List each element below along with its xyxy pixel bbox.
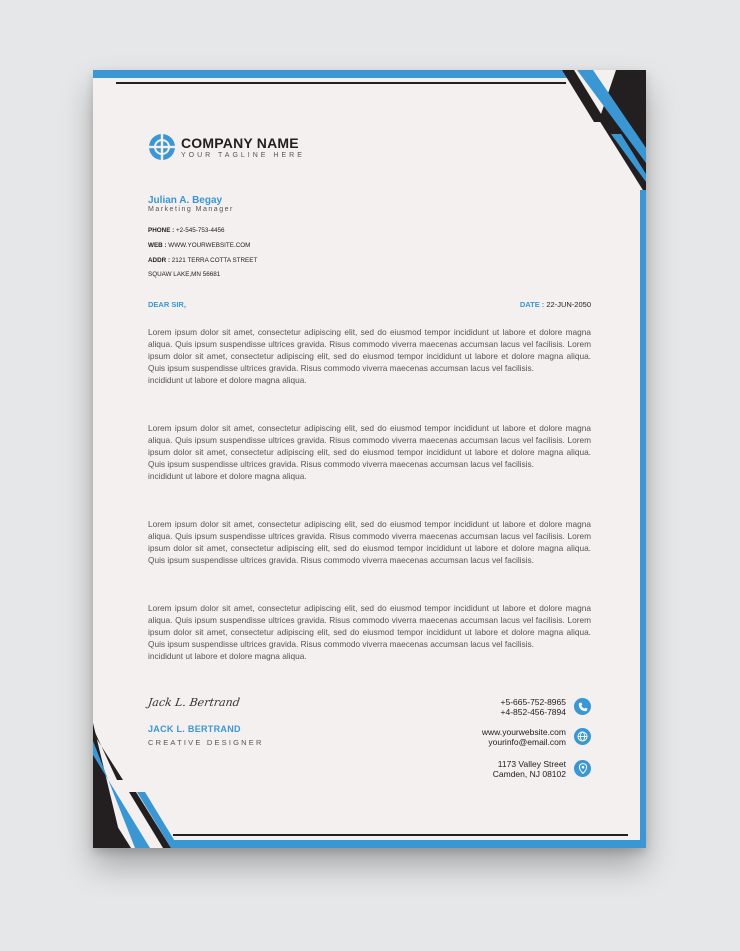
body-paragraph: Lorem ipsum dolor sit amet, consectetur adipiscing elit, sed do eiusmod tempor incididunt ut labore et dolore magna aliqua. Quis ipsum suspendisse ultrices gravida. Risus commodo viverra maecenas accumsan lacus vel facilisis. Lorem ipsum dolor sit amet, consectetur adipiscing elit, sed do eiusmod tempor incididunt ut labore et dolore magna aliqua. Quis ipsum suspendisse ultrices gravida. Risus commodo viverra maecenas accumsan lacus vel facilisis. incididunt ut labore et dolore magna aliqua. <box>148 603 591 661</box>
date-label: DATE : <box>519 300 545 309</box>
company-name: COMPANY NAME <box>181 135 299 151</box>
footer-phone-1: +5-665-752-8965 <box>500 697 566 707</box>
phone-label: PHONE : <box>148 227 175 234</box>
company-tagline: YOUR TAGLINE HERE <box>181 152 305 159</box>
sender-title: Marketing Manager <box>148 206 234 213</box>
signer-name: JACK L. BERTRAND <box>148 724 241 734</box>
company-logo-text <box>181 135 305 159</box>
greeting: DEAR SIR, <box>148 300 186 309</box>
footer-email: yourinfo@email.com <box>488 737 566 747</box>
footer-phones <box>501 697 566 717</box>
phone-icon <box>574 698 591 715</box>
bottom-decoration <box>93 718 646 848</box>
body-paragraph: Lorem ipsum dolor sit amet, consectetur adipiscing elit, sed do eiusmod tempor incididunt ut labore et dolore magna aliqua. Quis ipsum suspendisse ultrices gravida. Risus commodo viverra maecenas accumsan lacus vel facilisis. Lorem ipsum dolor sit amet, consectetur adipiscing elit, sed do eiusmod tempor incididunt ut labore et dolore magna aliqua. Quis ipsum suspendisse ultrices gravida. Risus commodo viverra maecenas accumsan lacus vel facilisis. <box>148 519 591 565</box>
date-line <box>520 300 591 309</box>
letterhead-page <box>93 70 646 848</box>
sender-phone-line <box>148 227 225 234</box>
addr-label: ADDR : <box>148 257 171 264</box>
sender-addr-line1: 2121 TERRA COTTA STREET <box>171 257 258 264</box>
footer-website: www.yourwebsite.com <box>481 727 566 737</box>
body-paragraph: Lorem ipsum dolor sit amet, consectetur adipiscing elit, sed do eiusmod tempor incididunt ut labore et dolore magna aliqua. Quis ipsum suspendisse ultrices gravida. Risus commodo viverra maecenas accumsan lacus vel facilisis. Lorem ipsum dolor sit amet, consectetur adipiscing elit, sed do eiusmod tempor incididunt ut labore et dolore magna aliqua. Quis ipsum suspendisse ultrices gravida. Risus commodo viverra maecenas accumsan lacus vel facilisis. incididunt ut labore et dolore magna aliqua. <box>148 327 591 385</box>
body-paragraph: Lorem ipsum dolor sit amet, consectetur adipiscing elit, sed do eiusmod tempor incididunt ut labore et dolore magna aliqua. Quis ipsum suspendisse ultrices gravida. Risus commodo viverra maecenas accumsan lacus vel facilisis. Lorem ipsum dolor sit amet, consectetur adipiscing elit, sed do eiusmod tempor incididunt ut labore et dolore magna aliqua. Quis ipsum suspendisse ultrices gravida. Risus commodo viverra maecenas accumsan lacus vel facilisis. incididunt ut labore et dolore magna aliqua. <box>148 423 591 481</box>
sender-addr-line <box>148 257 257 264</box>
sender-web-line <box>148 242 250 249</box>
footer-phone-2: +4-852-456-7894 <box>500 707 566 717</box>
footer-address-2: Camden, NJ 08102 <box>492 769 566 779</box>
signer-title: CREATIVE DESIGNER <box>148 738 264 747</box>
letter-date: 22-JUN-2050 <box>546 300 591 309</box>
sender-name: Julian A. Begay <box>148 195 223 206</box>
footer-address-1: 1173 Valley Street <box>497 759 566 769</box>
handwritten-signature: Jack L. Bertrand <box>147 696 241 709</box>
sender-addr-line2: SQUAW LAKE,MN 56681 <box>148 271 221 278</box>
sender-phone: +2-545-753-4456 <box>176 227 225 234</box>
web-label: WEB : <box>148 242 167 249</box>
crosshair-globe-icon <box>148 133 176 161</box>
sender-web: WWW.YOURWEBSITE.COM <box>168 242 251 249</box>
